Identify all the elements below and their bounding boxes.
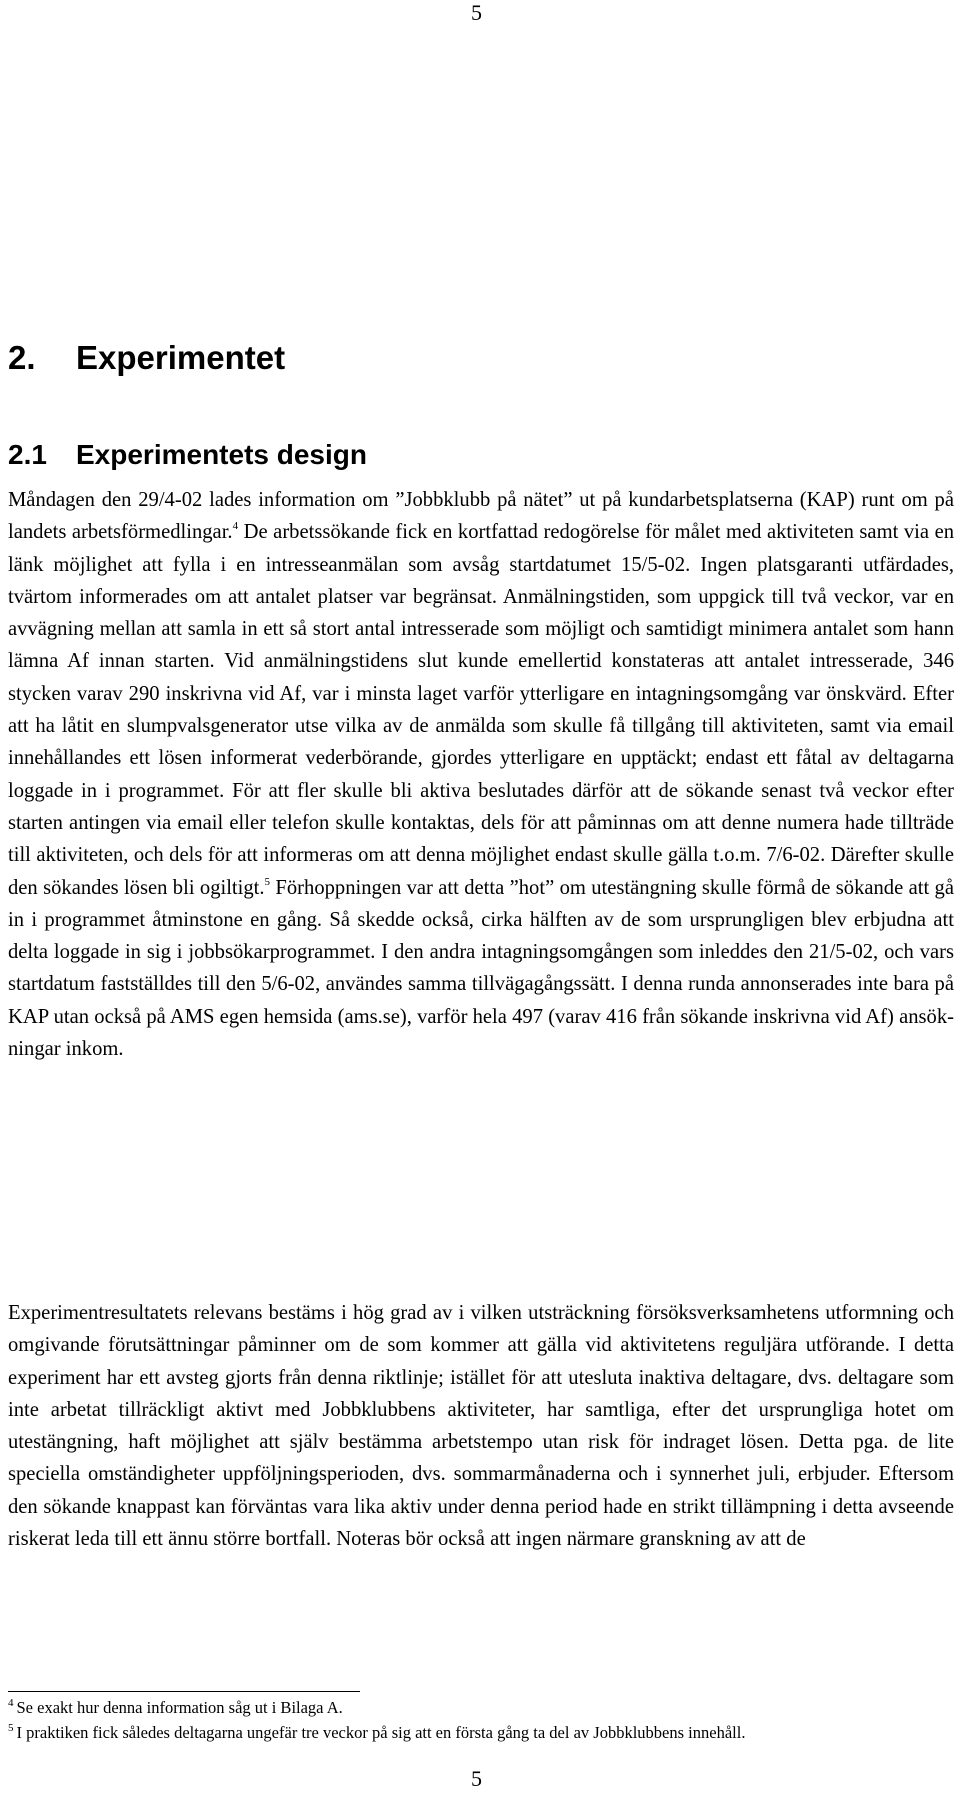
page-number-top: 5 <box>471 0 482 25</box>
chapter-title <box>8 338 285 378</box>
footnote-4-text: Se exakt hur denna information såg ut i Bilaga A. <box>16 1698 343 1717</box>
body-paragraph-1 <box>8 484 954 1065</box>
section-title <box>8 438 367 472</box>
chapter-title-text: Experimentet <box>76 339 286 376</box>
section-number: 2.1 <box>8 439 47 470</box>
page-number-bottom: 5 <box>471 1766 482 1791</box>
footnote-4 <box>8 1697 953 1718</box>
footnote-5-text: I praktiken fick således deltagarna ungefär tre veckor på sig att en första gång ta del av Jobbklubbens innehåll. <box>16 1723 746 1742</box>
chapter-number: 2. <box>8 339 36 376</box>
footnote-separator <box>8 1691 360 1692</box>
body-paragraph-2: Experimentresultatets relevans bestäms i hög grad av i vilken utsträckning försöksverksamhetens utformning och omgivande förutsättningar påminner om de som kommer att gälla vid aktivitetens reguljära utförande. I detta experiment har ett avsteg gjorts från denna riktlinje; istället för att utesluta inaktiva deltagare, dvs. deltagare som inte arbetat tillräckligt aktivt med Jobbklubbens aktiviteter, har samtliga, efter det ursprungliga hotet om utestängning, haft möjlighet att själv bestämma arbetstempo utan risk för indraget lösen. Detta pga. de lite speciella omständigheter uppföljningsperioden, dvs. sommarmånaderna och i synnerhet juli, erbjuder. Eftersom den sökande knappast kan förväntas vara lika aktiv under denna period hade en strikt tillämpning i detta avseende riskerat leda till ett ännu större bortfall. Noteras bör också att ingen närmare granskning av att de <box>8 1302 954 1551</box>
footnote-marker-4: 4 <box>8 1697 14 1709</box>
footnote-5 <box>8 1722 953 1743</box>
paragraph-1-part-b: De arbetssökande fick en kortfattad redogörelse för målet med aktiviteten samt via en länk möjlighet att fylla i en intresseanmälan som avsåg startdatumet 15/5-02. Ingen platsgaranti utfärdades, tvärtom informerades om att antalet platser var begränsat. Anmälningstiden, som uppgick till två veckor, var en avvägning mellan att samla in ett så stort antal intresserade som möjligt och samtidigt minimera antalet som hann lämna Af innan starten. Vid anmälningstidens slut kunde emellertid konstateras att antalet intresserade, 346 stycken varav 290 inskrivna vid Af, var i minsta laget varför ytterligare en intagningsomgång var önskvärd. Efter att ha låtit en slumpvalsgenerator utse vilka av de anmälda som skulle få tillgång till aktiviteten, samt via email innehållandes ett lösen informerat vederbörande, gjordes ytterligare en upptäckt; endast ett fåtal av deltagarna loggade in i programmet. För att fler skulle bli aktiva beslutades därför att de sökande senast två veckor efter starten antingen via email eller telefon skulle kontaktas, dels för att påminnas om att denne numera hade tillträde till aktiviteten, och dels för att informeras om att denna möjlighet endast skulle gälla t.o.m. 7/6-02. Därefter skulle den sökandes lösen bli ogiltigt. <box>8 521 955 899</box>
section-title-text: Experimentets design <box>76 439 367 470</box>
footnote-marker-5: 5 <box>8 1722 14 1734</box>
footnote-reference-4[interactable]: 4 <box>232 520 239 533</box>
paragraph-1-part-c: Förhoppningen var att detta ”hot” om utestängning skulle förmå de sökande att gå in i programmet åtminstone en gång. Så skedde också, cirka hälften av de som ursprungligen blev erbjudna att delta loggade in sig i jobbsökarprogrammet. I den andra intagningsomgången som inleddes den 21/5-02, och vars startdatum fastställdes till den 5/6-02, användes samma tillvägagångssätt. I denna runda annonserades inte bara på KAP utan också på AMS egen hemsida (ams.se), varför hela 497 (varav 416 från sökande inskrivna vid Af) ansökningar inkom. <box>8 876 954 1061</box>
footnote-reference-5[interactable]: 5 <box>264 875 271 888</box>
paragraph-1-part-a: Måndagen den 29/4-02 lades information om ”Jobbklubb på nätet” ut på kundarbetsplatserna (KAP) runt om på landets arbetsförmedlingar. <box>8 489 954 544</box>
